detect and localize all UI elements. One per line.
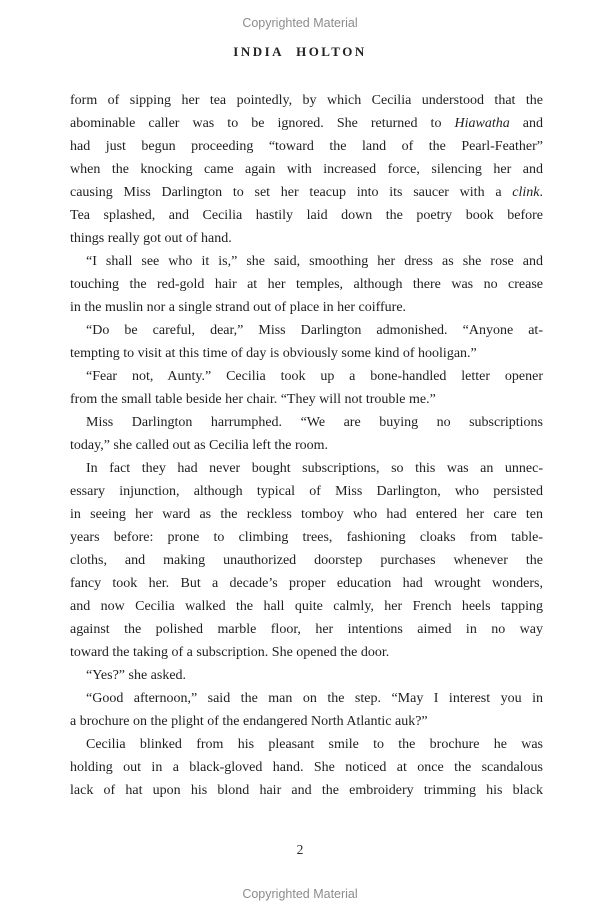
paragraph: [70, 733, 543, 802]
text-segment: .: [539, 185, 543, 200]
text-line: [70, 411, 543, 434]
text-line: [70, 296, 543, 319]
text-line: [70, 204, 543, 227]
text-segment: fancy took her. But a decade’s proper education had wrought wonders,: [70, 576, 543, 591]
text-line: [70, 710, 543, 733]
italic-text: clink: [512, 185, 540, 200]
text-line: [70, 227, 543, 250]
paragraph: [70, 319, 543, 365]
text-segment: and: [509, 116, 543, 131]
paragraph: [70, 89, 543, 250]
text-line: [70, 480, 543, 503]
paragraph: [70, 411, 543, 457]
text-segment: Cecilia blinked from his pleasant smile to the brochure he was: [86, 737, 543, 752]
text-segment: holding out in a black-gloved hand. She noticed at once the scandalous: [70, 760, 543, 775]
text-segment: abominable caller was to be ignored. She returned to: [70, 116, 455, 131]
text-segment: Miss Darlington harrumphed. “We are buying no subscriptions: [86, 415, 543, 430]
text-segment: essary injunction, although typical of Miss Darlington, who persisted: [70, 484, 543, 499]
text-segment: “Yes?” she asked.: [86, 668, 187, 683]
text-segment: when the knocking came again with increased force, silencing her and: [70, 162, 543, 177]
text-line: [70, 549, 543, 572]
copyright-notice-top: Copyrighted Material: [242, 16, 358, 30]
text-segment: form of sipping her tea pointedly, by which Cecilia understood that the: [70, 93, 543, 108]
text-line: [70, 664, 543, 687]
text-line: [70, 526, 543, 549]
text-line: [70, 365, 543, 388]
text-line: [70, 388, 543, 411]
text-line: [70, 319, 543, 342]
text-line: [70, 457, 543, 480]
text-line: [70, 779, 543, 802]
text-segment: “Good afternoon,” said the man on the step. “May I interest you in: [86, 691, 543, 706]
page-number: 2: [296, 842, 304, 857]
text-segment: cloths, and making unauthorized doorstep purchases whenever the: [70, 553, 543, 568]
running-header-author: INDIA HOLTON: [233, 44, 367, 59]
text-segment: lack of hat upon his blond hair and the embroidery trimming his black: [70, 783, 543, 798]
text-line: [70, 756, 543, 779]
paragraph: [70, 664, 543, 687]
text-segment: tempting to visit at this time of day is obviously some kind of hooligan.”: [70, 346, 477, 361]
text-segment: “Do be careful, dear,” Miss Darlington admonished. “Anyone at-: [86, 323, 543, 338]
text-line: [70, 89, 543, 112]
paragraph: [70, 457, 543, 664]
text-line: [70, 572, 543, 595]
text-segment: Tea splashed, and Cecilia hastily laid down the poetry book before: [70, 208, 543, 223]
text-segment: years before: prone to climbing trees, fashioning cloaks from table-: [70, 530, 543, 545]
text-segment: touching the red-gold hair at her temples, although there was no crease: [70, 277, 543, 292]
text-segment: things really got out of hand.: [70, 231, 232, 246]
paragraph: [70, 365, 543, 411]
text-segment: had just begun proceeding “toward the land of the Pearl-Feather”: [70, 139, 543, 154]
page-body: [70, 89, 543, 802]
text-line: [70, 342, 543, 365]
text-line: [70, 434, 543, 457]
text-segment: In fact they had never bought subscriptions, so this was an unnec-: [86, 461, 543, 476]
text-line: [70, 595, 543, 618]
text-line: [70, 112, 543, 135]
copyright-notice-bottom: Copyrighted Material: [242, 887, 358, 901]
text-segment: “Fear not, Aunty.” Cecilia took up a bone-handled letter opener: [86, 369, 543, 384]
text-segment: toward the taking of a subscription. She opened the door.: [70, 645, 390, 660]
text-segment: “I shall see who it is,” she said, smoothing her dress as she rose and: [86, 254, 543, 269]
text-line: [70, 687, 543, 710]
paragraph: [70, 687, 543, 733]
text-line: [70, 250, 543, 273]
text-line: [70, 273, 543, 296]
italic-text: Hiawatha: [454, 116, 510, 131]
text-segment: in seeing her ward as the reckless tomboy who had entered her care ten: [70, 507, 543, 522]
text-segment: against the polished marble floor, her intentions aimed in no way: [70, 622, 543, 637]
text-segment: and now Cecilia walked the hall quite calmly, her French heels tapping: [70, 599, 543, 614]
text-segment: in the muslin nor a single strand out of place in her coiffure.: [70, 300, 407, 315]
paragraph: [70, 250, 543, 319]
text-line: [70, 641, 543, 664]
text-line: [70, 158, 543, 181]
text-segment: a brochure on the plight of the endangered North Atlantic auk?”: [70, 714, 428, 729]
text-line: [70, 503, 543, 526]
text-segment: causing Miss Darlington to set her teacup into its saucer with a: [70, 185, 513, 200]
text-line: [70, 181, 543, 204]
text-line: [70, 733, 543, 756]
text-segment: today,” she called out as Cecilia left the room.: [70, 438, 329, 453]
text-line: [70, 135, 543, 158]
text-line: [70, 618, 543, 641]
text-segment: from the small table beside her chair. “They will not trouble me.”: [70, 392, 436, 407]
